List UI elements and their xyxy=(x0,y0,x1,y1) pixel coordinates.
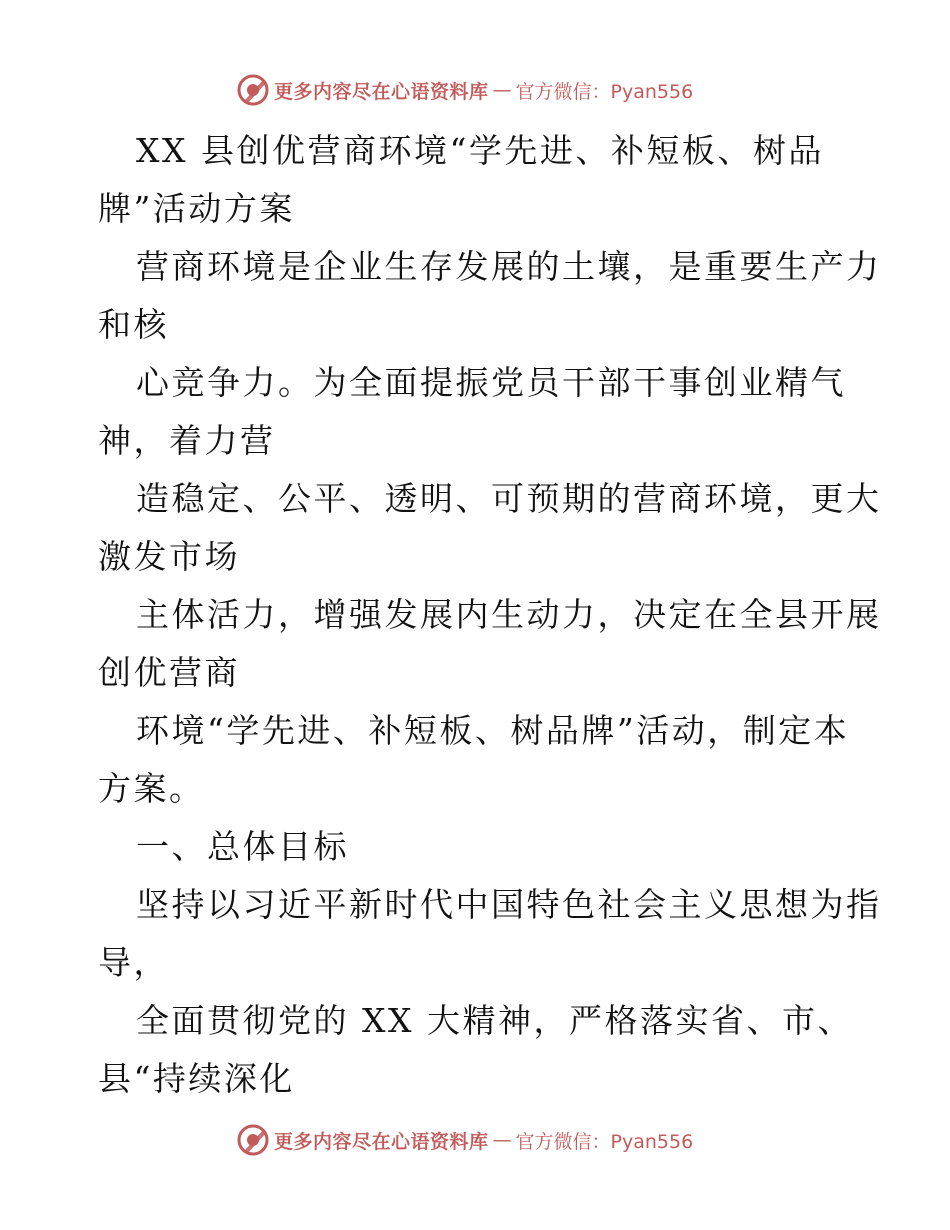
footer-watermark xyxy=(236,1122,693,1158)
pen-logo-icon xyxy=(236,1123,270,1157)
text-line: 造稳定、公平、透明、可预期的营商环境，更大 xyxy=(136,479,882,518)
text-line: 神，着力营 xyxy=(98,421,276,460)
text-line: 导， xyxy=(98,943,169,982)
watermark-account: 官方微信：Pyan556 xyxy=(515,80,694,103)
text-line: 激发市场 xyxy=(98,537,240,576)
text-line: 主体活力，增强发展内生动力，决定在全县开展 xyxy=(136,595,882,634)
text-line: 牌”活动方案 xyxy=(98,189,295,228)
text-line: 心竞争力。为全面提振党员干部干事创业精气 xyxy=(136,363,846,402)
document-body xyxy=(98,122,882,1108)
section-heading: 一、总体目标 xyxy=(136,827,349,866)
text-line: 方案。 xyxy=(98,769,205,808)
watermark-separator: — xyxy=(492,79,512,101)
text-line: XX 县创优营商环境“学先进、补短板、树品 xyxy=(136,131,824,170)
text-line: 创优营商 xyxy=(98,653,240,692)
watermark-account: 官方微信：Pyan556 xyxy=(515,1130,694,1153)
text-line: 全面贯彻党的 XX 大精神，严格落实省、市、 xyxy=(136,1001,853,1040)
text-line: 县“持续深化 xyxy=(98,1059,295,1098)
pen-logo-icon xyxy=(236,73,270,107)
text-line: 坚持以习近平新时代中国特色社会主义思想为指 xyxy=(136,885,882,924)
text-line: 和核 xyxy=(98,305,169,344)
watermark-text: 更多内容尽在心语资料库 xyxy=(274,80,489,103)
watermark-text: 更多内容尽在心语资料库 xyxy=(274,1130,489,1153)
header-watermark xyxy=(236,72,693,108)
text-line: 环境“学先进、补短板、树品牌”活动，制定本 xyxy=(136,711,850,750)
text-line: 营商环境是企业生存发展的土壤，是重要生产力 xyxy=(136,247,882,286)
watermark-separator: — xyxy=(492,1129,512,1151)
